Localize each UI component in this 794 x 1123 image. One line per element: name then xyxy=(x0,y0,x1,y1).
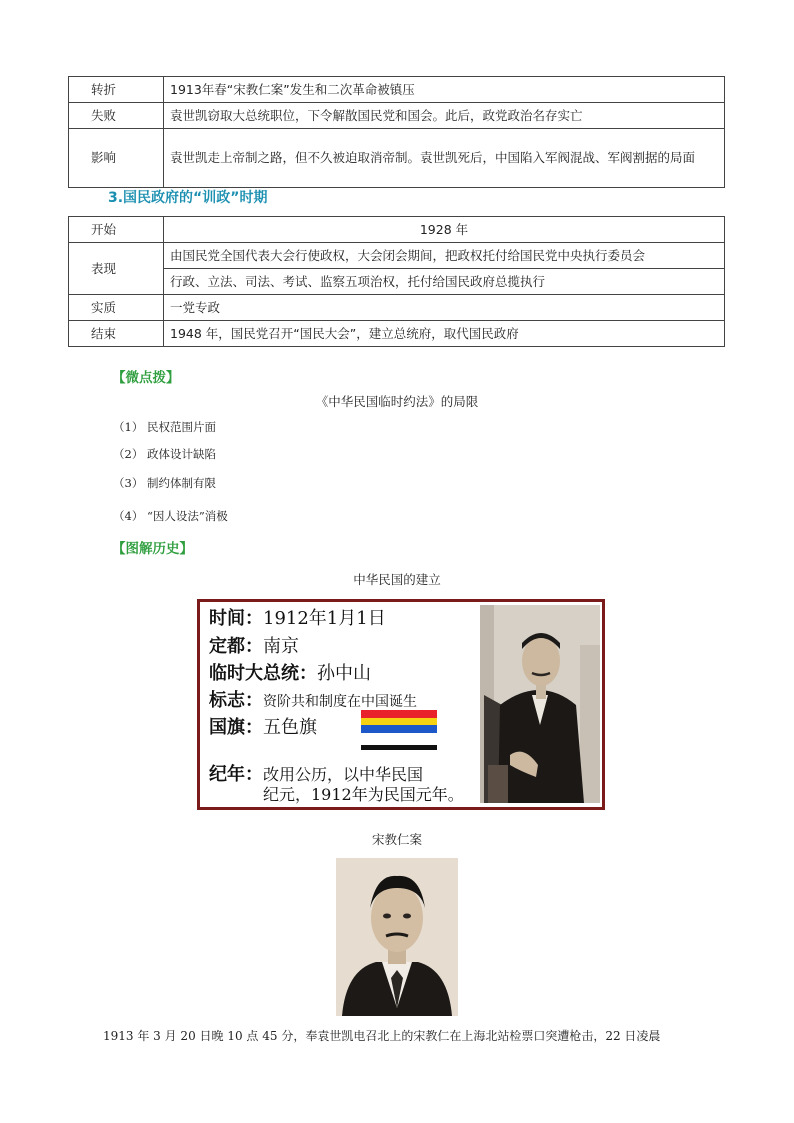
table-row xyxy=(69,129,725,188)
section-title: 3.国民政府的“训政”时期 xyxy=(108,190,268,206)
row-key: 开始 xyxy=(69,217,164,243)
micro-heading: 【微点拨】 xyxy=(112,370,180,386)
table-row xyxy=(69,269,725,295)
row-key: 结束 xyxy=(69,321,164,347)
row-value: 1948 年，国民党召开“国民大会”，建立总统府，取代国民政府 xyxy=(164,321,725,347)
five-color-flag xyxy=(361,710,437,740)
card-line-symbol xyxy=(209,686,417,712)
table-row xyxy=(69,217,725,243)
row-key: 影响 xyxy=(69,129,164,188)
row-value: 袁世凯走上帝制之路，但不久被迫取消帝制。袁世凯死后，中国陷入军阀混战、军阀割据的局面 xyxy=(164,129,725,188)
table-row xyxy=(69,77,725,103)
card-line-president xyxy=(209,659,371,685)
list-item: （4） “因人设法”消极 xyxy=(113,509,228,523)
paragraph-text: 1913 年 3 月 20 日晚 10 点 45 分，奉袁世凯电召北上的宋教仁在上海北站检票口突遭枪击，22 日凌晨 xyxy=(103,1029,661,1043)
portrait-illustration xyxy=(480,605,600,803)
flag-stripe-red xyxy=(361,710,437,718)
flag-stripe-black xyxy=(361,745,437,750)
flag-label: 国旗： xyxy=(209,717,263,738)
row-value: 一党专政 xyxy=(164,295,725,321)
row-key: 转折 xyxy=(69,77,164,103)
symbol-value: 资阶共和制度在中国诞生 xyxy=(263,694,417,710)
flag-value: 五色旗 xyxy=(263,717,317,738)
table-row xyxy=(69,295,725,321)
president-label: 临时大总统： xyxy=(209,663,317,684)
figure-caption: 宋教仁案 xyxy=(371,832,422,847)
row-value: 行政、立法、司法、考试、监察五项治权，托付给国民政府总揽执行 xyxy=(164,269,725,295)
row-key: 失败 xyxy=(69,103,164,129)
flag-stripe-yellow xyxy=(361,718,437,726)
table-row xyxy=(69,321,725,347)
sun-yat-sen-photo xyxy=(480,605,600,803)
flag-stripe-blue xyxy=(361,725,437,733)
row-value: 袁世凯窃取大总统职位，下令解散国民党和国会。此后，政党政治名存实亡 xyxy=(164,103,725,129)
card-line-time xyxy=(209,604,386,630)
row-value: 由国民党全国代表大会行使政权，大会闭会期间，把政权托付给国民党中央执行委员会 xyxy=(164,243,725,269)
era-value-1: 改用公历，以中华民国 xyxy=(263,765,424,784)
table-tutelage-period xyxy=(68,216,725,347)
time-label: 时间： xyxy=(209,608,263,629)
card-line-era-2 xyxy=(263,782,464,805)
president-value: 孙中山 xyxy=(317,663,371,684)
flag-stripe-white xyxy=(361,733,437,741)
five-color-flag-black xyxy=(361,745,437,754)
row-key: 实质 xyxy=(69,295,164,321)
table-row xyxy=(69,243,725,269)
card-line-flag xyxy=(209,713,317,739)
row-value: 1913年春“宋教仁案”发生和二次革命被镇压 xyxy=(164,77,725,103)
card-line-capital xyxy=(209,632,299,658)
symbol-label: 标志： xyxy=(209,690,263,711)
era-value-2: 纪元，1912年为民国元年。 xyxy=(263,785,464,804)
time-value: 1912年1月1日 xyxy=(263,608,386,629)
micro-title: 《中华民国临时约法》的局限 xyxy=(315,394,479,409)
illus-heading: 【图解历史】 xyxy=(112,541,193,557)
portrait-illustration xyxy=(336,858,458,1016)
row-key: 表现 xyxy=(69,243,164,295)
roc-founding-card xyxy=(197,599,605,810)
list-item: （1） 民权范围片面 xyxy=(113,420,216,434)
list-item: （2） 政体设计缺陷 xyxy=(113,447,216,461)
table-row xyxy=(69,103,725,129)
song-jiaoren-photo xyxy=(336,858,458,1016)
era-label: 纪年： xyxy=(209,764,263,785)
table-constitutional-period xyxy=(68,76,725,188)
capital-label: 定都： xyxy=(209,636,263,657)
row-value: 1928 年 xyxy=(164,217,725,243)
list-item: （3） 制约体制有限 xyxy=(113,476,216,490)
figure-caption: 中华民国的建立 xyxy=(353,572,441,587)
capital-value: 南京 xyxy=(263,636,299,657)
